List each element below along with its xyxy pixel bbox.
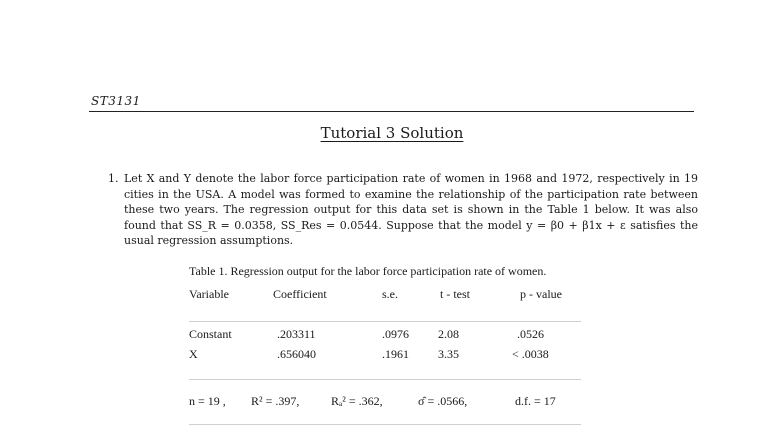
cell-ttest: 2.08 xyxy=(438,327,459,341)
col-header-coefficient: Coefficient xyxy=(273,287,327,301)
col-header-variable: Variable xyxy=(189,287,229,301)
page-title: Tutorial 3 Solution xyxy=(320,124,464,142)
table-divider xyxy=(189,379,581,380)
course-code: ST3131 xyxy=(91,94,141,108)
cell-ttest: 3.35 xyxy=(438,347,459,361)
cell-pvalue: < .0038 xyxy=(512,347,549,361)
col-header-ttest: t - test xyxy=(440,287,470,301)
stat-df: d.f. = 17 xyxy=(515,394,556,408)
cell-coefficient: .656040 xyxy=(277,347,316,361)
table-caption: Table 1. Regression output for the labor force participation rate of women. xyxy=(189,264,547,278)
header-rule xyxy=(89,111,694,112)
stat-adj-r-squared: Rₐ² = .362, xyxy=(331,394,383,408)
stat-n: n = 19 , xyxy=(189,394,226,408)
cell-variable: Constant xyxy=(189,327,232,341)
col-header-se: s.e. xyxy=(382,287,398,301)
table-divider xyxy=(189,424,581,425)
cell-coefficient: .203311 xyxy=(277,327,316,341)
question-paragraph xyxy=(108,171,698,249)
col-header-pvalue: p - value xyxy=(520,287,562,301)
stat-r-squared: R² = .397, xyxy=(251,394,300,408)
question-text: Let X and Y denote the labor force participation rate of women in 1968 and 1972, respectively in 19 cities in the USA. A model was formed to examine the relationship of the participation rate between these two years. The regression output for this data set is shown in the Table 1 below. It was also found that SS_R = 0.0358, SS_Res = 0.0544. Suppose that the model y = β0 + β1x + ε satisfies the usual regression assumptions. xyxy=(124,172,698,247)
stat-sigma-hat: σ̂ = .0566, xyxy=(418,394,468,408)
table-divider xyxy=(189,321,581,322)
cell-se: .1961 xyxy=(382,347,409,361)
cell-variable: X xyxy=(189,347,198,361)
question-number: 1. xyxy=(108,172,119,185)
cell-se: .0976 xyxy=(382,327,409,341)
cell-pvalue: .0526 xyxy=(517,327,544,341)
